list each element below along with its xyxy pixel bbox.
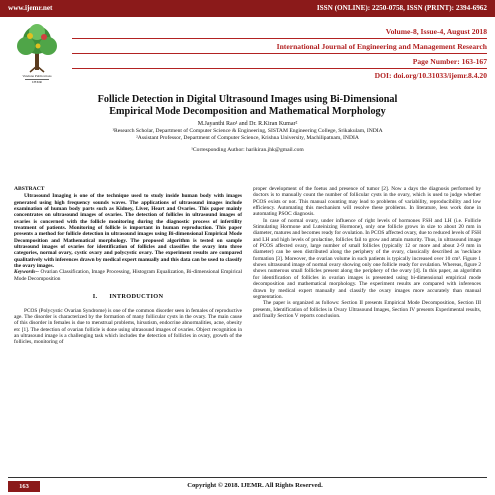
- publisher-logo: [8, 22, 66, 84]
- doi-link[interactable]: DOI: doi.org/10.31033/ijemr.8.4.20: [374, 71, 487, 80]
- volume-issue: Volume-8, Issue-4, August 2018: [385, 27, 487, 36]
- page-number-range: Page Number: 163-167: [412, 57, 487, 66]
- section-heading-introduction: [14, 294, 242, 300]
- left-column: [14, 186, 242, 346]
- keywords: [14, 269, 242, 282]
- header-divider: [72, 68, 487, 69]
- page-number: 163: [8, 481, 40, 492]
- corresponding-author: ¹Corresponding Author: harikiran.jhk@gmail.com: [191, 147, 304, 153]
- header-divider: [72, 53, 487, 54]
- title-line-1: Follicle Detection in Digital Ultrasound Images using Bi-Dimensional: [97, 94, 398, 105]
- issn-text: ISSN (ONLINE): 2250-0758, ISSN (PRINT): 2394-6962: [316, 4, 487, 12]
- copyright-notice: Copyright © 2018. IJEMR. All Rights Reserved.: [187, 482, 323, 489]
- abstract-body: Ultrasound Imaging is one of the technique used to study inside human body with images generated using high frequency sounds waves. The applications of ultrasound images include examination of human body parts such as Kidney, Liver, Heart and Ovaries. This paper mainly concentrates on ultrasound images of ovaries. The detection of follicles in ultrasound images of ovaries is concerned with the follicle monitoring during the diagnostic process of infertility treatment of patients. Monitoring of follicle is important in human reproduction. This paper presents a method for follicle detection in ultrasound images using Bi-dimensional Empirical Mode Decomposition and Mathematical morphology. The proposed algorithm is tested on sample ultrasound images of ovaries for identification of follicles and classifies the ovary into three categories, normal ovary, cystic ovary and polycystic ovary. The experiment results are compared qualitatively with inferences drawn by medical expert manually and this data can be used to classify the ovary images.: [14, 193, 242, 270]
- tree-logo-icon: [8, 22, 66, 74]
- affiliation-2: ²Assistant Professor, Department of Computer Science, Krishna University, Machilipatnam, INDIA: [136, 135, 359, 141]
- body-paragraph: In case of normal ovary, under influence of right levels of hormones FSH and LH (i.e. Follicle Stimulating Hormone and Luteinizing Hormone), only one follicle grows in size to about 20 mm in diameter, matures and becomes ready for ovulation. In PCOS affected ovary, due to reduced levels of FSH and LH and high levels of prolactine, follicles fail to grow and attain maturity. Thus, in ultrasound image of PCOS affected ovary, large number of small follicles (typically 12 or more and about 2-9 mm in diameter) can be seen distributed along the periphery of the ovary, classically described as 'necklace formation [3]. Moreover, the ovarian volume in such patients is typically increased over 10 cm³. Figure 1 shows ultrasound image of normal ovary showing only one follicle ready for ovulation. Whereas, figure 2 shows numerous small follicles present along the periphery of the ovary [4]. In this paper, an algorithm for identification of follicles in ovarian images is presented using bi-dimensional empirical mode decomposition and mathematical morphology. The experiment results are compared with inferences drawn by medical expert manually and classify the ovary images more accurately than manual segmentation.: [253, 217, 481, 300]
- affiliation-1: ¹Research Scholar, Department of Computer Science & Engineering, SISTAM Engineering College, Srikakulam, INDIA: [112, 128, 383, 134]
- intro-paragraph: PCOS (Polycystic Ovarian Syndrome) is one of the common disorder seen in females of reproductive age. The disorder is characterized by the formation of many follicular cysts in the ovary. The main cause of this disorder in females is due to menstrual problems, hirsutism, endocrine abnormalities, acne, obesity etc [1]. The detection of ovarian follicle is done using ultrasound images of ovaries. Object recognition in an ultrasound image is a challenging task which includes the detection of follicles in ovary, growth of the follicles, monitoring of: [14, 307, 242, 346]
- footer-divider: [8, 477, 487, 478]
- paper-title: [30, 94, 465, 118]
- journal-website: www.ijemr.net: [8, 4, 53, 12]
- keywords-label: Keywords--: [14, 269, 39, 276]
- abstract-heading: [14, 186, 242, 192]
- section-title: INTRODUCTION: [109, 293, 164, 301]
- journal-name: International Journal of Engineering and Management Research: [276, 42, 487, 51]
- keywords-text: Ovarian Classification, Image Processing, Histogram Equalization, Bi-dimensional Empirical Mode Decomposition: [14, 269, 242, 282]
- publisher-code: IJEMR: [25, 79, 49, 84]
- publisher-name: Vandana Publications: [22, 74, 52, 78]
- header-divider: [72, 38, 487, 39]
- author-names: M.Jayanthi Rao¹ and Dr. R.Kiran Kumar²: [197, 121, 298, 127]
- title-line-2: Empirical Mode Decomposition and Mathematical Morphology: [109, 106, 386, 117]
- author-block: [20, 121, 475, 154]
- section-number: I.: [92, 293, 98, 301]
- abstract-label: ABSTRACT: [14, 186, 45, 192]
- top-bar: [0, 0, 495, 17]
- body-paragraph: The paper is organized as follows: Section II presents Empirical Mode Decomposition, Section III presents, Identification of follicles in Ovary Ultrasound Images, Section IV presents Experimental results, and finally Section V reports conclusion.: [253, 300, 481, 319]
- right-column: [253, 186, 481, 319]
- body-paragraph: proper development of the foetus and presence of tumor [2]. Now a days the diagnosis performed by doctors is to manually count the number of follicular cysts in the ovary, which is used to judge whether PCOS exists or not. This manual counting may lead to problems of variability, reproducibility and low efficiency. Automating this mechanism will resolve these problems. In literature, less work done in automating PSOC diagnosis.: [253, 186, 481, 218]
